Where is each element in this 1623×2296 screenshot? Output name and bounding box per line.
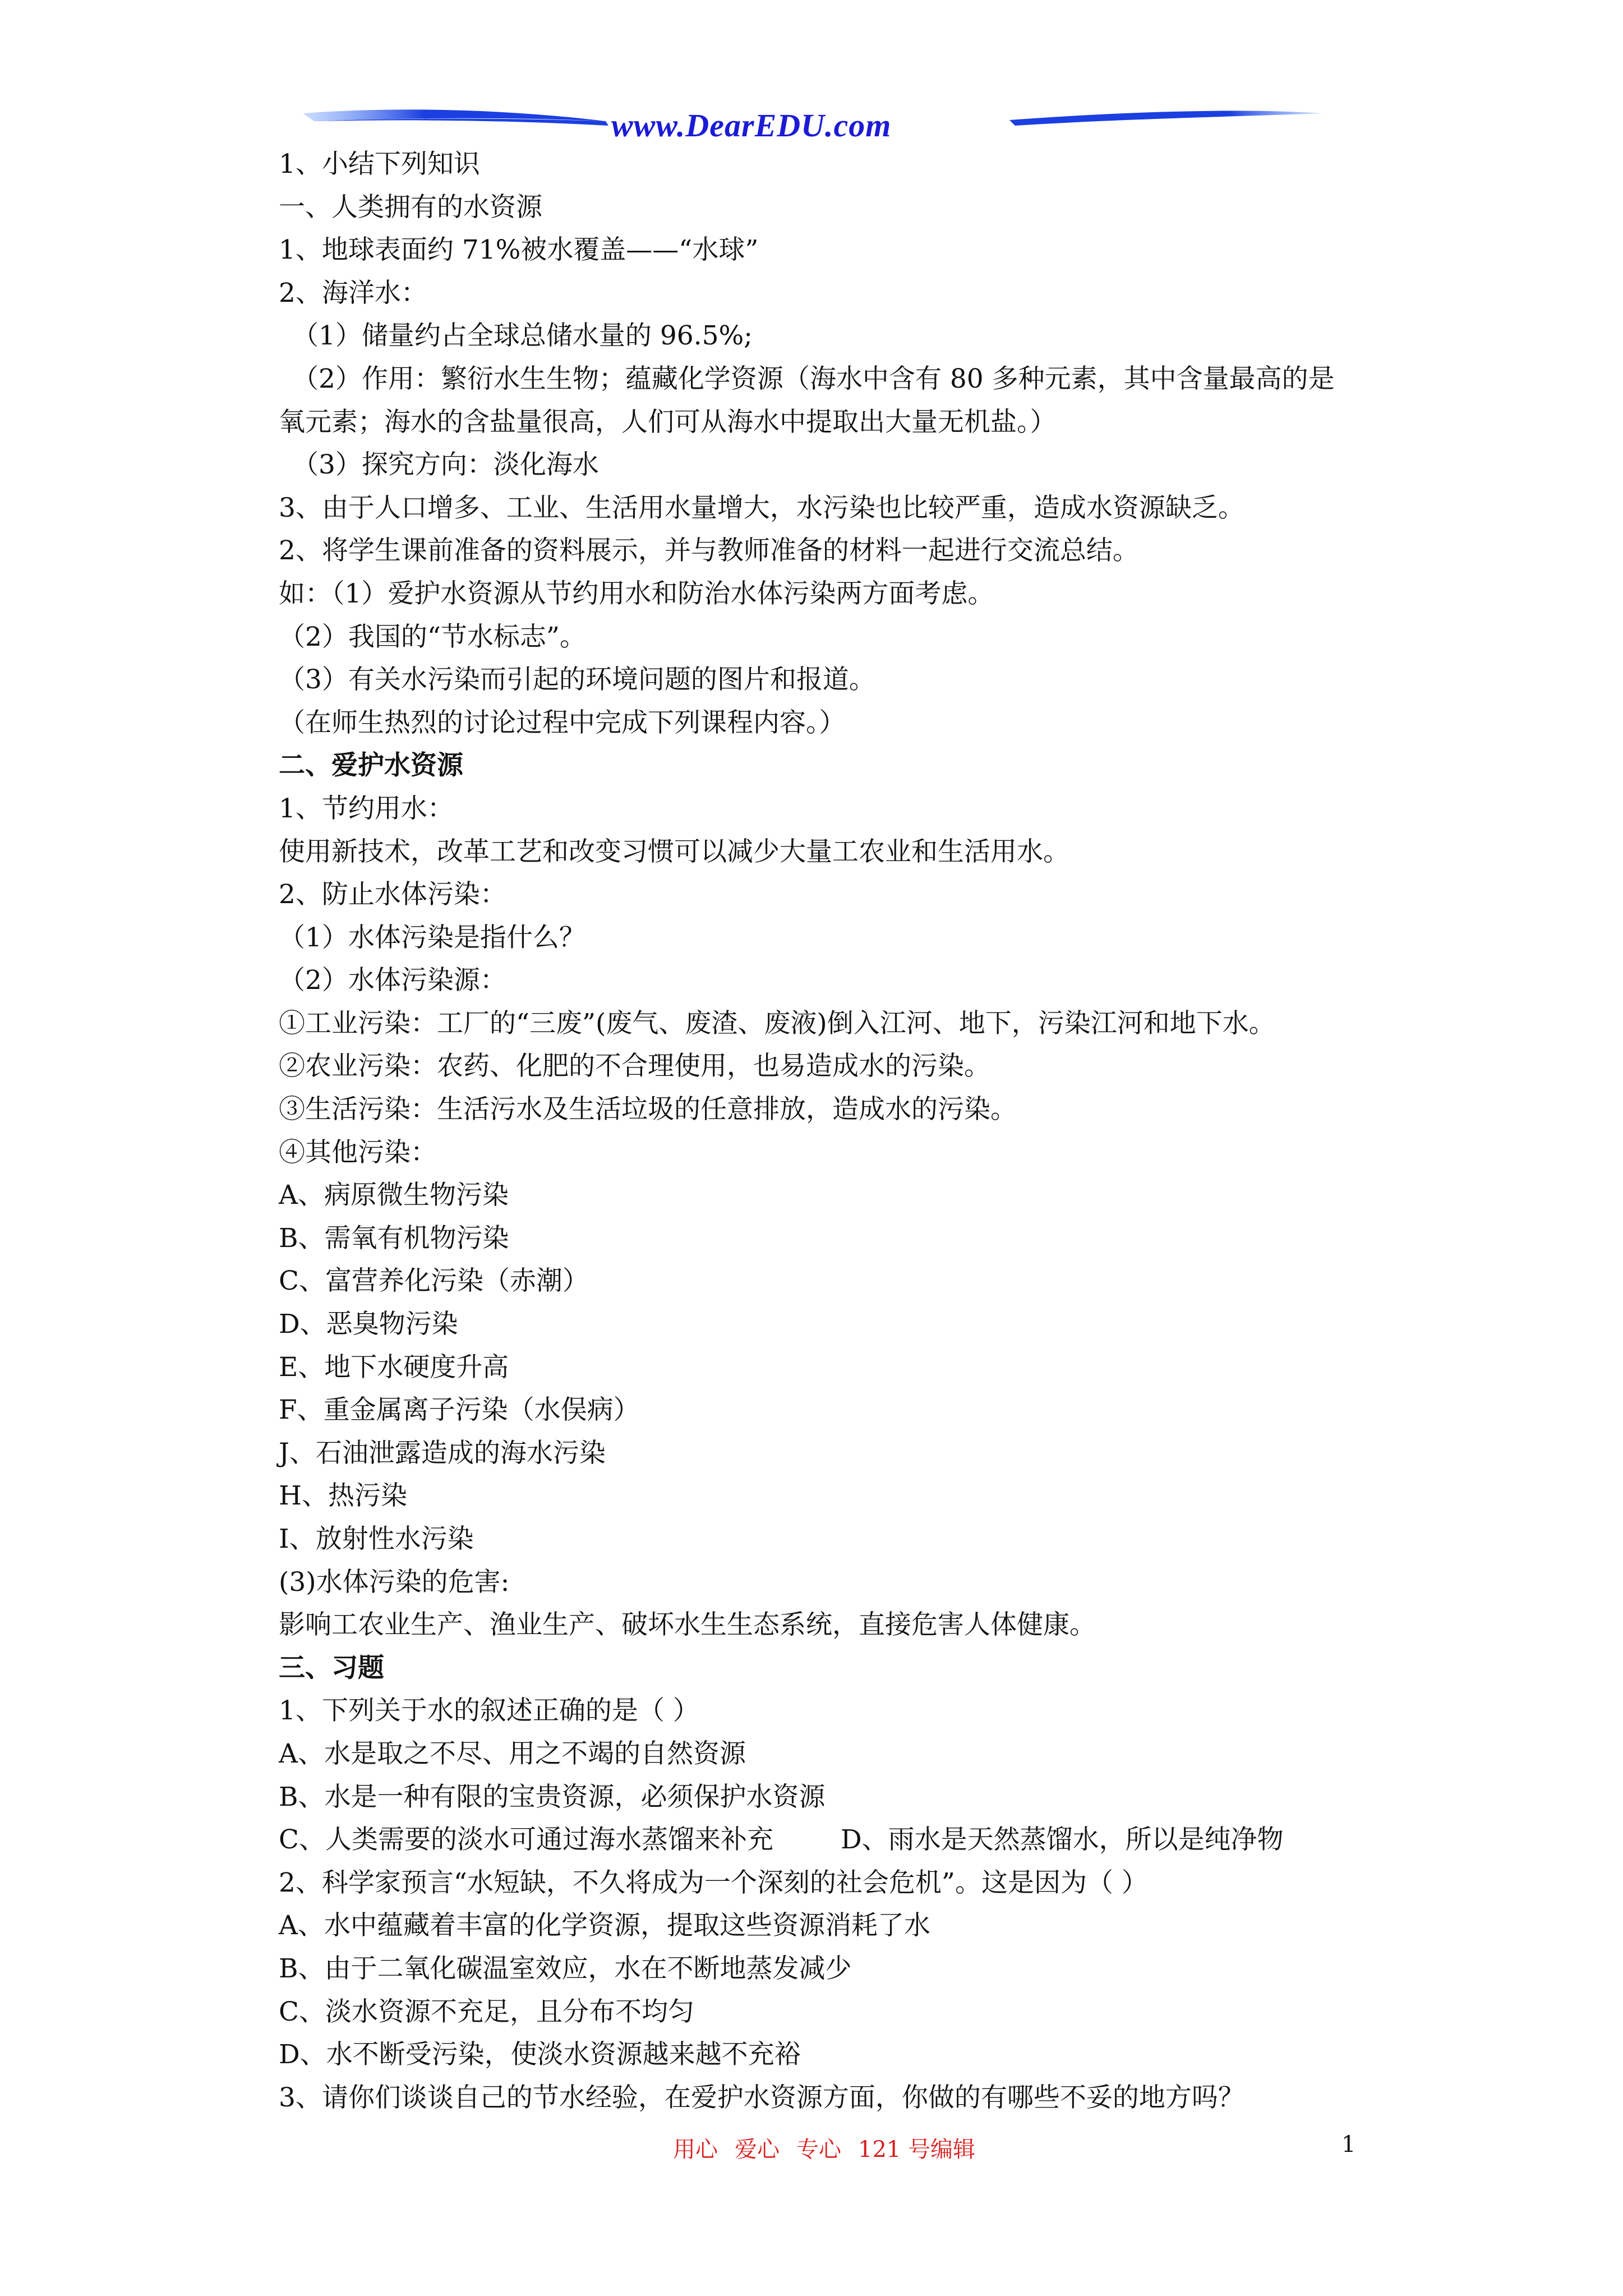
text-line: ④其他污染： — [279, 1137, 437, 1168]
footer-slogan — [673, 2132, 992, 2164]
text-line: 氧元素；海水的含盐量很高，人们可从海水中提取出大量无机盐。） — [279, 406, 1057, 438]
list-item: I、放射性水污染 — [279, 1524, 474, 1554]
answer-option: C、淡水资源不充足，且分布不均匀 — [279, 1996, 694, 2027]
page-number: 1 — [1341, 2132, 1356, 2157]
text-line: 2、防止水体污染： — [279, 879, 506, 910]
list-item: B、需氧有机物污染 — [279, 1222, 509, 1254]
answer-option: C、人类需要的淡水可通过海水蒸馏来补充 — [279, 1824, 773, 1856]
footer-word: 专心 — [796, 2137, 841, 2162]
text-line: ①工业污染：工厂的“三废”(废气、废渣、废液)倒入江河、地下，污染江河和地下水。 — [279, 1007, 1275, 1039]
question: 1、下列关于水的叙述正确的是（ ） — [279, 1695, 699, 1727]
text-line: （2）我国的“节水标志”。 — [279, 621, 586, 652]
text-line: 影响工农业生产、渔业生产、破坏水生生态系统，直接危害人体健康。 — [279, 1609, 1096, 1641]
text-line: （3）探究方向：淡化海水 — [292, 449, 599, 481]
section-heading: 三、习题 — [279, 1652, 384, 1683]
footer-word: 爱心 — [735, 2137, 780, 2162]
text-line: （2）作用：繁衍水生生物；蕴藏化学资源（海水中含有 80 多种元素，其中含量最高的是 — [292, 363, 1335, 394]
text-line: 3、由于人口增多、工业、生活用水量增大，水污染也比较严重，造成水资源缺乏。 — [279, 492, 1244, 523]
text-line: ②农业污染：农药、化肥的不合理使用，也易造成水的污染。 — [279, 1051, 990, 1082]
text-line: （2）水体污染源： — [279, 965, 506, 996]
list-item: D、恶臭物污染 — [279, 1309, 458, 1340]
answer-option-row — [279, 1819, 1400, 1862]
footer-editor: 121 号编辑 — [858, 2137, 976, 2162]
footer-word: 用心 — [673, 2137, 718, 2162]
list-item: A、病原微生物污染 — [279, 1180, 509, 1211]
answer-option: D、水不断受污染，使淡水资源越来越不充裕 — [279, 2039, 801, 2070]
section-heading: 一、人类拥有的水资源 — [279, 191, 542, 223]
answer-option: A、水中蕴藏着丰富的化学资源，提取这些资源消耗了水 — [279, 1910, 930, 1941]
question: 3、请你们谈谈自己的节水经验，在爱护水资源方面，你做的有哪些不妥的地方吗？ — [279, 2082, 1244, 2113]
answer-option: B、水是一种有限的宝贵资源，必须保护水资源 — [279, 1781, 826, 1812]
text-line: 如：（1）爱护水资源从节约用水和防治水体污染两方面考虑。 — [279, 578, 994, 609]
text-line: 1、地球表面约 71%被水覆盖——“水球” — [279, 234, 759, 266]
list-item: E、地下水硬度升高 — [279, 1351, 509, 1383]
text-line: 1、节约用水： — [279, 793, 454, 824]
text-line: (3)水体污染的危害: — [279, 1566, 510, 1598]
section-heading: 二、爱护水资源 — [279, 750, 463, 781]
text-line: （1）水体污染是指什么？ — [279, 922, 585, 953]
list-item: C、富营养化污染（赤潮） — [279, 1266, 589, 1297]
text-line: ③生活污染：生活污水及生活垃圾的任意排放，造成水的污染。 — [279, 1094, 1017, 1125]
text-line: 2、将学生课前准备的资料展示，并与教师准备的材料一起进行交流总结。 — [279, 535, 1139, 567]
document-body — [279, 143, 1400, 2119]
answer-option: A、水是取之不尽、用之不竭的自然资源 — [279, 1738, 746, 1769]
site-logo-text: www.DearEDU.com — [611, 107, 892, 144]
answer-option: B、由于二氧化碳温室效应，水在不断地蒸发减少 — [279, 1953, 852, 1984]
text-line: 1、小结下列知识 — [279, 149, 480, 180]
text-line: 使用新技术，改革工艺和改变习惯可以减少大量工农业和生活用水。 — [279, 836, 1069, 867]
text-line: 2、海洋水： — [279, 277, 427, 309]
question: 2、科学家预言“水短缺，不久将成为一个深刻的社会危机”。这是因为（ ） — [279, 1867, 1148, 1898]
list-item: F、重金属离子污染（水俣病） — [279, 1395, 640, 1426]
text-line: （在师生热烈的讨论过程中完成下列课程内容。） — [279, 707, 846, 738]
list-item: J、石油泄露造成的海水污染 — [279, 1437, 606, 1469]
list-item: H、热污染 — [279, 1480, 407, 1512]
answer-option: D、雨水是天然蒸馏水，所以是纯净物 — [840, 1824, 1284, 1856]
text-line: （3）有关水污染而引起的环境问题的图片和报道。 — [279, 664, 875, 696]
text-line: （1）储量约占全球总储水量的 96.5%; — [292, 320, 753, 352]
